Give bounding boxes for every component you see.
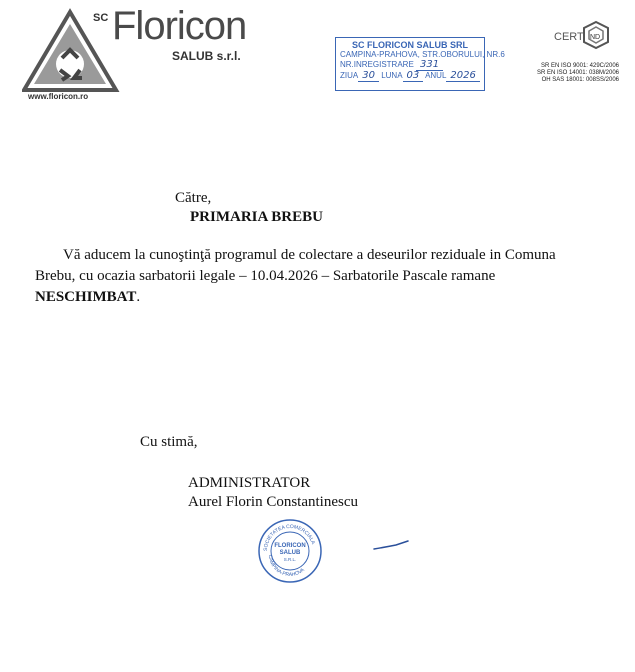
closing: Cu stimă, [140, 434, 198, 450]
paragraph-bold: NESCHIMBAT [35, 289, 137, 305]
stamp-luna-label: LUNA [381, 71, 403, 80]
stamp-line2: SALUB [279, 550, 301, 556]
stamp-address: CAMPINA-PRAHOVA, STR.OBORULUI, NR.6 [340, 50, 505, 59]
logo-company-name: Floricon [112, 4, 247, 48]
cert-ind-logo [552, 18, 612, 52]
stamp-zi-label: ZIUA [340, 71, 359, 80]
stamp-line3: S.R.L. [283, 557, 297, 562]
paragraph-end: . [136, 289, 141, 305]
iso-certifications [519, 63, 619, 84]
stamp-bottom-text: CAMPINA-PRAHOVA [266, 554, 306, 579]
signature-stroke-icon [372, 535, 412, 555]
salutation: Către, [175, 190, 212, 206]
stamp-zi-value: 30 [358, 70, 379, 82]
stamp-number-row [340, 59, 480, 70]
signer-title: ADMINISTRATOR [188, 475, 311, 491]
logo-salub-text: SALUB s.r.l. [172, 49, 241, 63]
letter-paragraph [35, 245, 580, 308]
signature-mark [372, 535, 412, 555]
iso-line: OH SAS 18001: 008SS/2006 [541, 77, 619, 83]
stamp-anul-value: 2026 [446, 70, 479, 82]
iso-line: SR EN ISO 14001: 038M/2006 [536, 70, 619, 76]
recipient: PRIMARIA BREBU [190, 209, 323, 225]
signer-name: Aurel Florin Constantinescu [188, 494, 358, 510]
stamp-date-row [340, 70, 480, 81]
stamp-anul-label: ANUL [425, 71, 447, 80]
svg-text:ND: ND [590, 34, 601, 41]
stamp-nr-value: 331 [416, 59, 443, 71]
stamp-outer-text: SOCIETATEA COMERCIALA [262, 523, 316, 552]
stamp-luna-value: 03 [403, 70, 424, 82]
logo-url: www.floricon.ro [28, 92, 89, 101]
company-round-stamp [257, 518, 323, 584]
stamp-title: SC FLORICON SALUB SRL [352, 40, 468, 50]
cert-logo-icon [552, 18, 612, 52]
stamp-nr-label: NR.INREGISTRARE [340, 60, 414, 69]
logo-sc-text: SC [93, 12, 109, 24]
svg-text:CERT: CERT [554, 31, 584, 43]
round-stamp-graphic [257, 518, 323, 584]
paragraph-text: Vă aducem la cunoştinţă programul de colectare a deseurilor reziduale in Comuna Brebu, cu ocazia sarbatorii legale – 10.04.2026 – Sarbatorile Pascale ramane [35, 247, 556, 284]
iso-line: SR EN ISO 9001: 429C/2006 [540, 63, 619, 69]
registration-stamp [335, 37, 505, 91]
stamp-line1: FLORICON [274, 543, 306, 549]
